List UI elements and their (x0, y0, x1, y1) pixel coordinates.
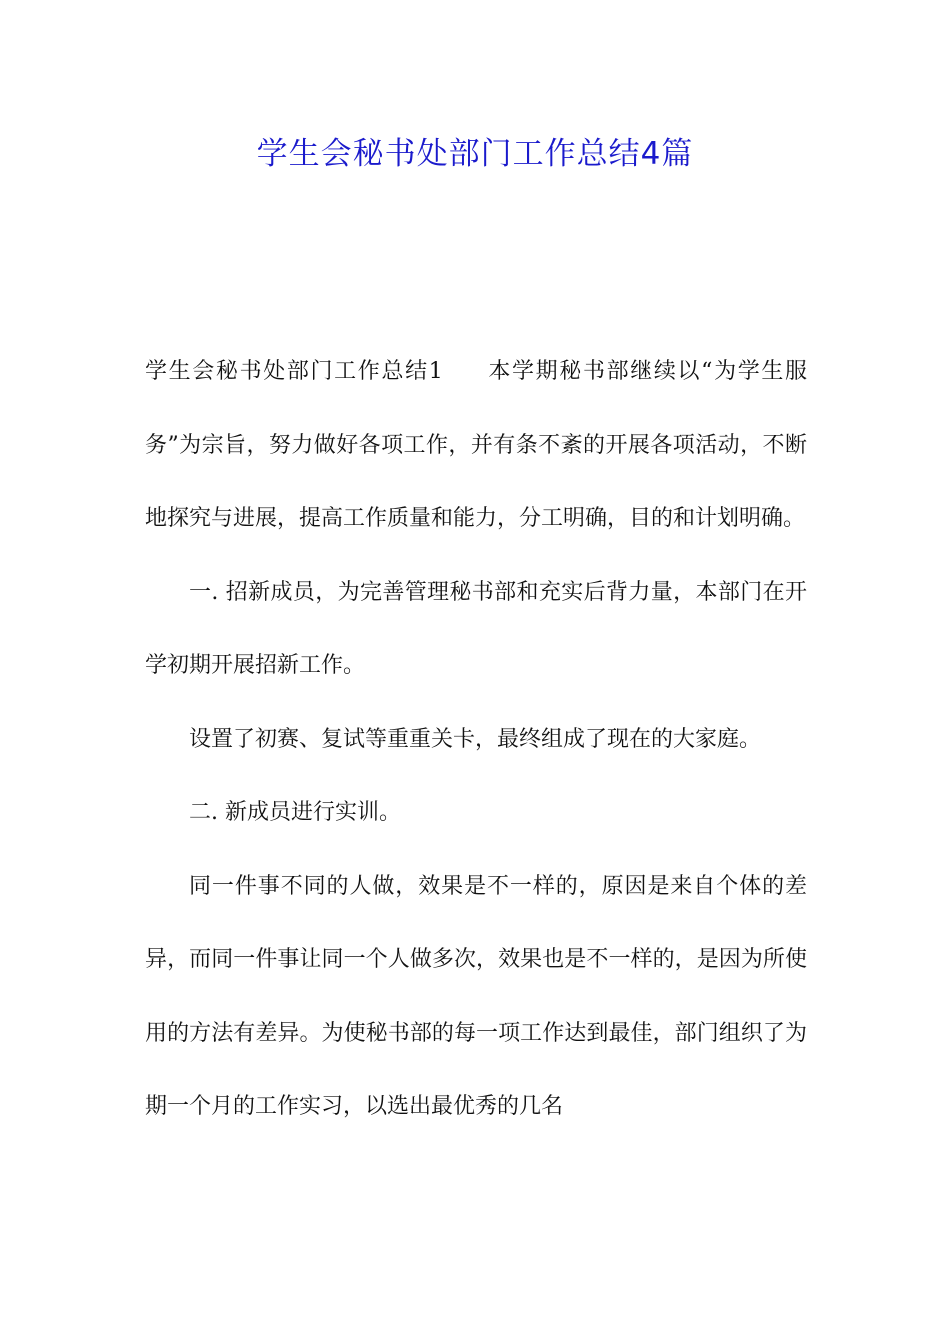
document-body (145, 335, 807, 1144)
paragraph-training: 同一件事不同的人做，效果是不一样的，原因是来自个体的差异，而同一件事让同一个人做多次，效果也是不一样的，是因为所使用的方法有差异。为使秘书部的每一项工作达到最佳，部门组织了为期一个月的工作实习，以选出最优秀的几名 (145, 873, 807, 1119)
section-heading: 学生会秘书处部门工作总结1 (145, 359, 443, 384)
paragraph-text: 本学期秘书部继续以“为学生服务”为宗旨，努力做好各项工作，并有条不紊的开展各项活动，不断地探究与进展，提高工作质量和能力，分工明确，目的和计划明确。 (145, 359, 808, 531)
document-title: 学生会秘书处部门工作总结4篇 (256, 136, 694, 172)
paragraph-intro (145, 335, 807, 556)
paragraph-training-heading: 二. 新成员进行实训。 (189, 800, 401, 825)
paragraph-selection: 设置了初赛、复试等重重关卡，最终组成了现在的大家庭。 (189, 726, 762, 752)
paragraph-recruit: 一. 招新成员，为完善管理秘书部和充实后背力量，本部门在开学初期开展招新工作。 (145, 579, 807, 678)
